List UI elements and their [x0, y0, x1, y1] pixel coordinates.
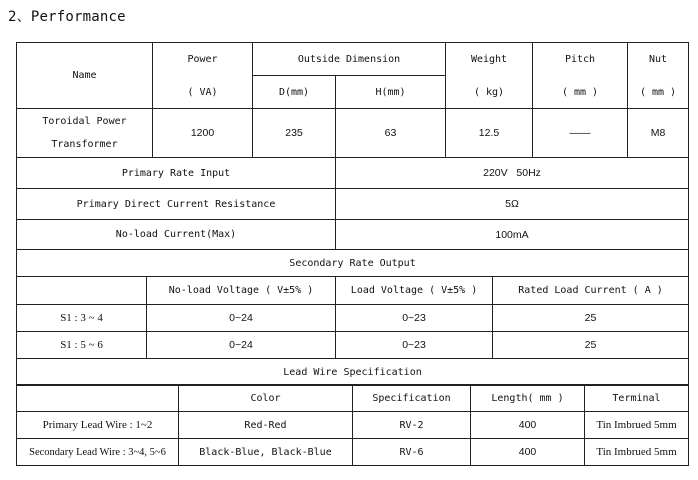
table-row	[17, 305, 689, 332]
performance-table	[16, 42, 689, 158]
header-name: Name	[72, 70, 97, 81]
lead-wire-color: Black-Blue, Black-Blue	[179, 439, 353, 466]
header-nut: Nut	[648, 53, 668, 65]
lead-wire-terminal: Tin Imbrued 5mm	[585, 439, 689, 466]
lead-wire-terminal: Tin Imbrued 5mm	[585, 412, 689, 439]
noload-current-value: 100mA	[336, 220, 689, 250]
lead-wire-length: 400	[471, 439, 585, 466]
header-power-cell	[153, 43, 253, 109]
primary-rate-label: Primary Rate Input	[17, 158, 336, 189]
secondary-winding-name: S1 : 3 ~ 4	[17, 305, 147, 332]
power-value: 1200	[153, 109, 253, 158]
weight-value: 12.5	[446, 109, 533, 158]
pitch-value: ——	[533, 109, 628, 158]
header-outside-dimension: Outside Dimension	[253, 43, 446, 76]
header-power: Power	[187, 53, 218, 65]
header-rated-current: Rated Load Current ( A )	[493, 277, 689, 305]
h-value: 63	[336, 109, 446, 158]
d-value: 235	[253, 109, 336, 158]
dc-resistance-label: Primary Direct Current Resistance	[17, 189, 336, 220]
lead-wire-name: Primary Lead Wire : 1~2	[17, 412, 179, 439]
rated-current-value: 25	[493, 305, 689, 332]
section-heading: 2、Performance	[8, 9, 126, 25]
header-terminal: Terminal	[585, 385, 689, 412]
header-nut-cell	[628, 43, 689, 109]
header-weight-unit: ( kg)	[473, 86, 505, 98]
header-nut-unit: ( mm )	[639, 86, 677, 98]
header-h: H(mm)	[336, 76, 446, 109]
load-voltage-value: 0~23	[336, 332, 493, 359]
header-power-unit: ( VA)	[187, 86, 218, 98]
lead-wire-name: Secondary Lead Wire : 3~4, 5~6	[17, 439, 179, 466]
header-pitch-unit: ( mm )	[561, 86, 599, 98]
header-name-cell	[17, 43, 153, 109]
product-name-line2: Transformer	[51, 139, 118, 150]
lead-wire-spec: RV-6	[353, 439, 471, 466]
lead-header-blank	[17, 385, 179, 412]
primary-rate-value: 220V 50Hz	[336, 158, 689, 189]
header-length: Length( mm )	[471, 385, 585, 412]
header-d: D(mm)	[253, 76, 336, 109]
noload-voltage-value: 0~24	[147, 332, 336, 359]
table-row	[17, 332, 689, 359]
header-noload-voltage: No-load Voltage ( V±5% )	[147, 277, 336, 305]
lead-wire-spec: RV-2	[353, 412, 471, 439]
header-weight-cell	[446, 43, 533, 109]
load-voltage-value: 0~23	[336, 305, 493, 332]
table-row	[17, 439, 689, 466]
secondary-winding-name: S1 : 5 ~ 6	[17, 332, 147, 359]
rate-table	[16, 157, 689, 386]
noload-current-label: No-load Current(Max)	[17, 220, 336, 250]
header-color: Color	[179, 385, 353, 412]
secondary-header-blank	[17, 277, 147, 305]
lead-wire-title: Lead Wire Specification	[17, 359, 689, 386]
lead-wire-table	[16, 384, 689, 466]
nut-value: M8	[628, 109, 689, 158]
header-pitch: Pitch	[564, 53, 596, 65]
lead-wire-length: 400	[471, 412, 585, 439]
lead-wire-color: Red-Red	[179, 412, 353, 439]
header-pitch-cell	[533, 43, 628, 109]
rated-current-value: 25	[493, 332, 689, 359]
product-name-line1: Toroidal Power	[42, 116, 127, 127]
table-row	[17, 412, 689, 439]
dc-resistance-value: 5Ω	[336, 189, 689, 220]
header-weight: Weight	[470, 53, 508, 65]
product-name-cell	[17, 109, 153, 158]
header-load-voltage: Load Voltage ( V±5% )	[336, 277, 493, 305]
noload-voltage-value: 0~24	[147, 305, 336, 332]
header-specification: Specification	[353, 385, 471, 412]
secondary-title: Secondary Rate Output	[17, 250, 689, 277]
